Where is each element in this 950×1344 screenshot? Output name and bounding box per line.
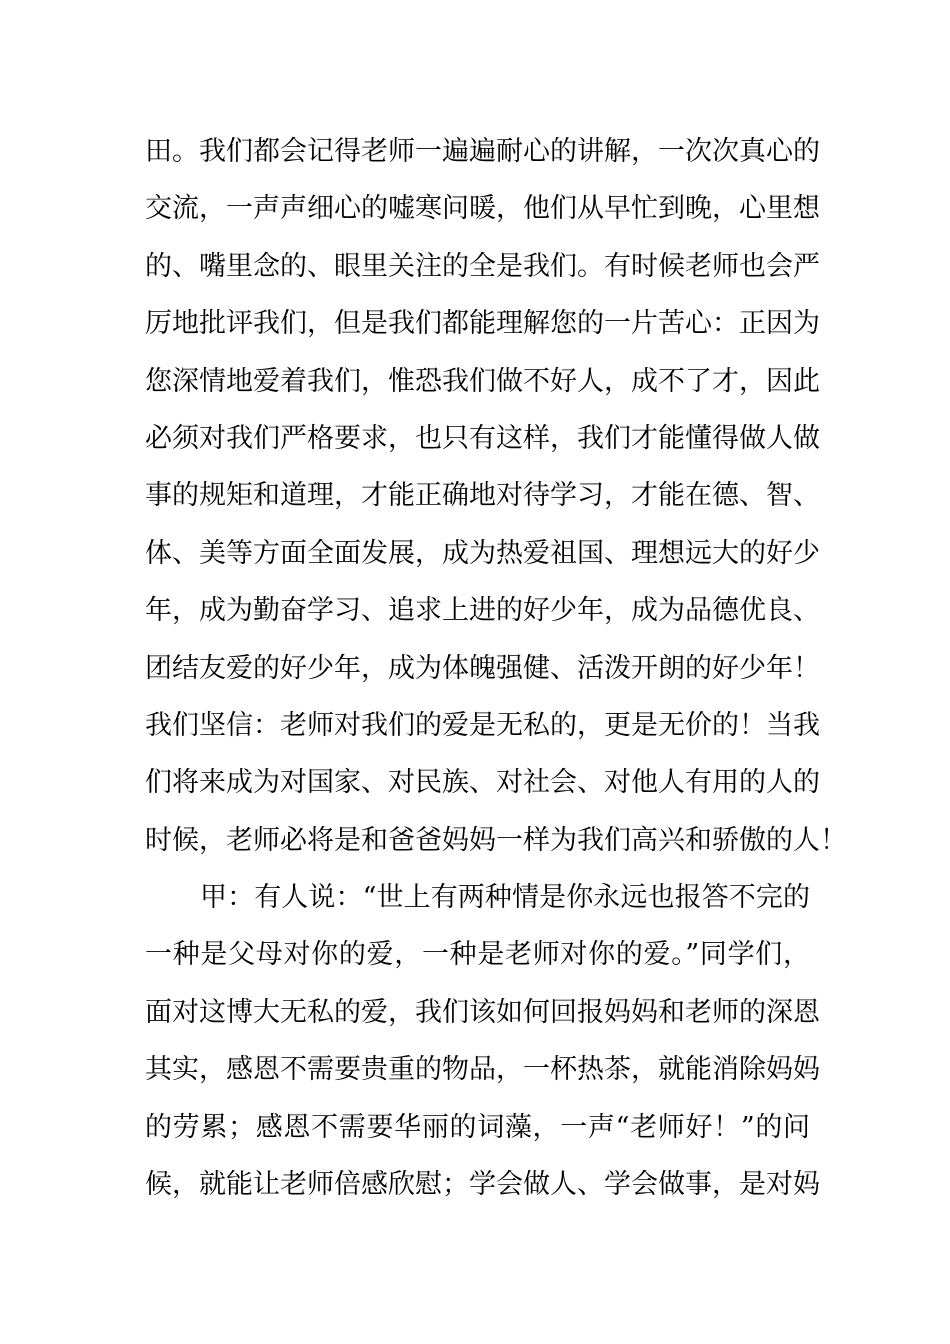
text-line: 年，成为勤奋学习、追求上进的好少年，成为品德优良、 [145,595,820,627]
text-line: 团结友爱的好少年，成为体魄强健、活泼开朗的好少年！ [145,652,820,684]
text-line: 厉地批评我们，但是我们都能理解您的一片苦心：正因为 [145,308,820,340]
paragraph-start-line: 甲：有人说：“世上有两种情是你永远也报答不完的 [200,882,810,914]
text-line: 其实，感恩不需要贵重的物品，一杯热茶，就能消除妈妈 [145,1054,820,1086]
text-line: 的劳累；感恩不需要华丽的词藻，一声“老师好！”的问 [145,1111,810,1143]
body-text [145,123,847,1213]
text-line: 事的规矩和道理，才能正确地对待学习，才能在德、智、 [145,480,820,512]
text-line: 候，就能让老师倍感欣慰；学会做人、学会做事，是对妈 [145,1169,820,1201]
text-line: 面对这博大无私的爱，我们该如何回报妈妈和老师的深恩 [145,996,820,1028]
text-line: 的、嘴里念的、眼里关注的全是我们。有时候老师也会严 [145,250,820,282]
text-line: 我们坚信：老师对我们的爱是无私的，更是无价的！当我 [145,709,820,741]
text-line: 体、美等方面全面发展，成为热爱祖国、理想远大的好少 [145,537,820,569]
text-line: 交流，一声声细心的嘘寒问暖，他们从早忙到晚，心里想 [145,193,820,225]
text-line: 您深情地爱着我们，惟恐我们做不好人，成不了才，因此 [145,365,820,397]
text-line: 们将来成为对国家、对民族、对社会、对他人有用的人的 [145,767,820,799]
text-line: 时候，老师必将是和爸爸妈妈一样为我们高兴和骄傲的人！ [145,824,847,856]
text-line: 必须对我们严格要求，也只有这样，我们才能懂得做人做 [145,422,820,454]
text-line: 一种是父母对你的爱，一种是老师对你的爱。”同学们， [145,939,810,971]
text-line: 田。我们都会记得老师一遍遍耐心的讲解，一次次真心的 [145,136,820,167]
